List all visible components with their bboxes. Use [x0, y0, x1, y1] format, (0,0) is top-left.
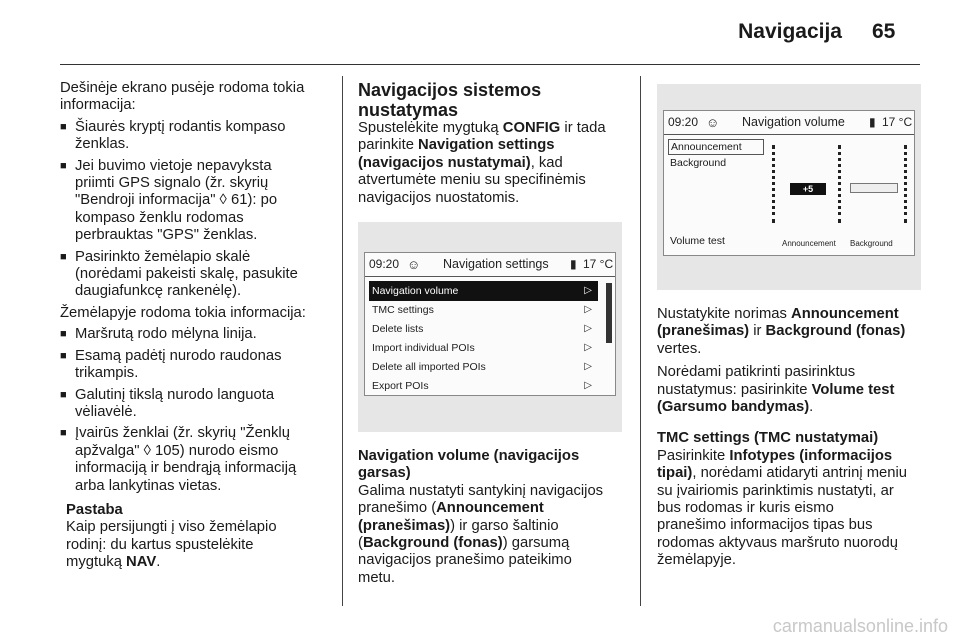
- paragraph: navigacijos pranešimo pateikimo: [358, 552, 572, 569]
- temperature-text: 17 °C: [583, 257, 614, 271]
- menu-item[interactable]: [369, 338, 598, 358]
- menu-item-label: Navigation volume: [372, 285, 459, 297]
- subheading: TMC settings (TMC nustatymai): [657, 430, 879, 447]
- paragraph: Norėdami patikrinti pasirinktus: [657, 364, 856, 381]
- header-rule: [60, 64, 920, 65]
- bullet-line: ■ Pasirinkto žemėlapio skalė: [75, 248, 251, 265]
- paragraph: Spustelėkite mygtuką CONFIG ir tada: [358, 120, 606, 136]
- subheading: Navigation volume (navigacijos: [358, 448, 580, 464]
- screen-title: Navigation volume: [742, 115, 845, 129]
- paragraph: tipai), norėdami atidaryti antrinį meniu: [657, 465, 908, 482]
- slider-dots: [838, 145, 844, 223]
- bullet-line: ženklas.: [75, 136, 130, 153]
- bullet-line: perbrauktas "GPS" ženklas.: [75, 227, 258, 244]
- option-background[interactable]: Background: [670, 157, 727, 169]
- screen-topbar: [365, 253, 615, 277]
- menu-item[interactable]: [369, 319, 598, 339]
- chevron-right-icon: ▷: [584, 380, 592, 391]
- announcement-slider-value[interactable]: +5: [790, 183, 826, 195]
- screen-title: Navigation settings: [443, 257, 549, 271]
- volume-screen: [663, 110, 915, 256]
- clock-text: 09:20: [668, 115, 699, 129]
- paragraph: Nustatykite norimas Announcement: [657, 306, 899, 322]
- phone-icon: ▮: [869, 115, 876, 129]
- option-announcement[interactable]: Announcement: [668, 139, 764, 155]
- bullet-line: informaciją ir bendrąją informaciją: [75, 460, 297, 477]
- column-1: [60, 80, 335, 572]
- paragraph: (Background (fonas)) garsumą: [358, 535, 570, 552]
- intro-text: Dešinėje ekrano pusėje rodoma tokia informacija:: [60, 80, 305, 114]
- bullet-item: [60, 326, 335, 343]
- bullet-item: [60, 348, 335, 383]
- note-block: [66, 502, 335, 572]
- page-number: 65: [872, 20, 896, 43]
- paragraph: su įvairiomis parinktimis nustatyti, ar: [657, 482, 894, 499]
- volume-test-option[interactable]: Volume test: [670, 235, 725, 247]
- bullet-line: ■ Jei buvimo vietoje nepavyksta: [75, 157, 272, 174]
- chevron-right-icon: ▷: [584, 342, 592, 353]
- bullet-line: ■ Šiaurės kryptį rodantis kompaso: [75, 118, 286, 135]
- temperature-text: 17 °C: [882, 115, 913, 129]
- bullet-line: ■ Įvairūs ženklai (žr. skyrių "Ženklų: [75, 425, 290, 442]
- menu-item-label: Delete lists: [372, 323, 424, 335]
- bullet-item: [60, 425, 335, 495]
- paragraph: atvertumėte meniu su specifinėmis: [358, 172, 586, 189]
- menu-item-label: TMC settings: [372, 304, 434, 316]
- bullet-line: ■ Galutinį tikslą nurodo languota: [75, 386, 275, 403]
- note-line: mygtuką NAV.: [66, 554, 161, 571]
- slider-dots: [772, 145, 778, 223]
- chevron-right-icon: ▷: [584, 323, 592, 334]
- bullet-list-1: [60, 119, 335, 301]
- paragraph: bus rodomas ir kuris eismo: [657, 500, 834, 517]
- page-header-title: Navigacija: [738, 20, 842, 43]
- section-title: nustatymas: [358, 100, 459, 120]
- column-divider-2: [640, 76, 641, 606]
- menu-item[interactable]: [369, 300, 598, 320]
- bullet-line: trikampis.: [75, 365, 139, 382]
- menu-item-label: Import individual POIs: [372, 342, 475, 354]
- clock-text: 09:20: [369, 257, 400, 271]
- chevron-right-icon: ▷: [584, 285, 592, 296]
- background-label: Background: [850, 239, 893, 248]
- paragraph: navigacijos nuostatomis.: [358, 189, 520, 206]
- screen-topbar: [664, 111, 914, 135]
- bullet-line: apžvalga" ◊ 105) nurodo eismo: [75, 442, 279, 459]
- chevron-right-icon: ▷: [584, 304, 592, 315]
- subheading: garsas): [358, 465, 411, 482]
- bullet-item: [60, 387, 335, 422]
- menu-item[interactable]: [369, 376, 598, 396]
- phone-icon: ▮: [570, 257, 577, 271]
- note-line: rodinį: du kartus spustelėkite: [66, 536, 254, 553]
- paragraph: (pranešimas) ir Background (fonas): [657, 323, 906, 340]
- announcement-label: Announcement: [782, 239, 836, 248]
- scrollbar: [606, 283, 612, 343]
- watermark: carmanualsonline.info: [772, 616, 948, 636]
- paragraph: vertes.: [657, 340, 702, 357]
- paragraph: nustatymus: pasirinkite Volume test: [657, 381, 895, 398]
- slider-dots: [904, 145, 910, 223]
- column-divider-1: [342, 76, 343, 606]
- column-2: [358, 80, 633, 207]
- bullet-item: [60, 249, 335, 301]
- bullet-line: priimti GPS signalo (žr. skyrių: [75, 175, 269, 192]
- bullet-line: (norėdami pakeisti skalę, pasukite: [75, 266, 298, 283]
- navigation-volume-screenshot: [657, 84, 921, 290]
- column-3: [657, 306, 927, 570]
- navigation-settings-screenshot: [358, 222, 622, 432]
- paragraph: (Garsumo bandymas).: [657, 399, 814, 416]
- intro-text-2: Žemėlapyje rodoma tokia informacija:: [60, 304, 306, 321]
- bullet-line: ■ Maršrutą rodo mėlyna linija.: [75, 326, 257, 343]
- paragraph: metu.: [358, 569, 396, 586]
- section-title: Navigacijos sistemos: [358, 80, 542, 100]
- menu-item[interactable]: [369, 281, 598, 301]
- back-icon: ☺: [706, 115, 720, 130]
- bullet-line: ■ Esamą padėtį nurodo raudonas: [75, 347, 282, 364]
- bullet-line: arba lankytinas vietas.: [75, 477, 222, 494]
- column-2-lower: [358, 448, 633, 587]
- back-icon: ☺: [407, 257, 421, 272]
- paragraph: (pranešimas)) ir garso šaltinio: [358, 517, 559, 534]
- nav-button-ref: NAV: [126, 554, 157, 571]
- menu-item-label: Delete all imported POIs: [372, 361, 486, 373]
- paragraph: pranešimo (Announcement: [358, 500, 544, 517]
- paragraph: Galima nustatyti santykinį navigacijos: [358, 482, 604, 499]
- menu-item-label: Export POIs: [372, 380, 429, 392]
- bullet-item: [60, 119, 335, 154]
- note-title: Pastaba: [66, 501, 123, 518]
- bullet-line: "Bendroji informacija" ◊ 61): po: [75, 192, 278, 209]
- paragraph: (navigacijos nustatymai), kad: [358, 154, 563, 171]
- paragraph: pranešimo informacijos tipas bus: [657, 517, 873, 534]
- bullet-line: daugiafunkcę rankenėlę).: [75, 283, 242, 300]
- settings-screen: [364, 252, 616, 396]
- menu-item[interactable]: [369, 357, 598, 377]
- paragraph: žemėlapyje.: [657, 552, 736, 569]
- chevron-right-icon: ▷: [584, 361, 592, 372]
- paragraph: rodomas aktyvaus maršruto nuorodų: [657, 534, 898, 551]
- bullet-item: [60, 158, 335, 245]
- note-line: Kaip persijungti į viso žemėlapio: [66, 519, 277, 536]
- bullet-list-2: [60, 326, 335, 495]
- background-slider[interactable]: [850, 183, 898, 193]
- bullet-line: kompaso ženklu rodomas: [75, 209, 244, 226]
- bullet-line: vėliavėlė.: [75, 403, 137, 420]
- paragraph: Pasirinkite Infotypes (informacijos: [657, 447, 893, 464]
- paragraph: parinkite Navigation settings: [358, 137, 555, 154]
